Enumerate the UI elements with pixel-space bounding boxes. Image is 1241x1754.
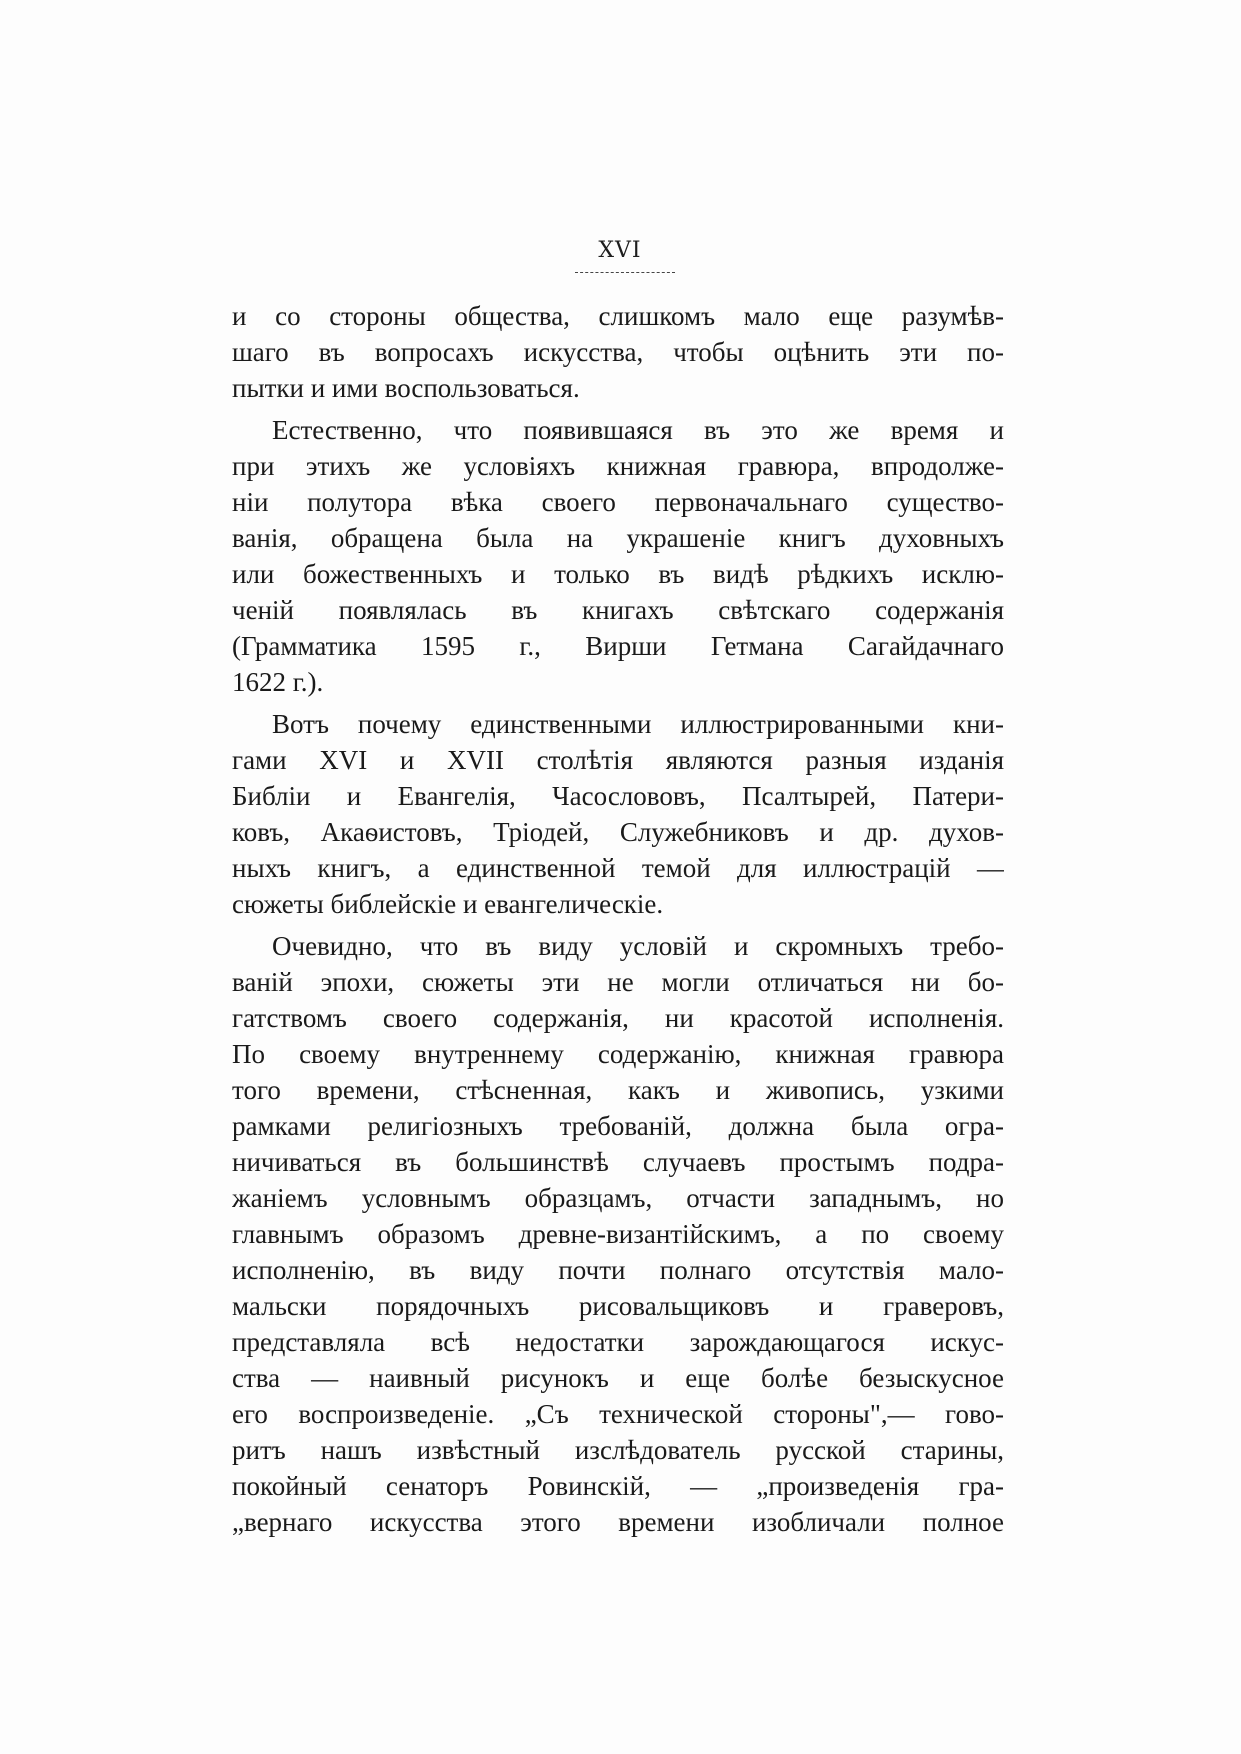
text-line: пытки и ими воспользоваться. — [232, 373, 580, 403]
text-line: того времени, стѣсненная, какъ и живопись, узкими — [232, 1075, 1004, 1105]
page-number-rule — [575, 272, 675, 273]
text-line: сюжеты библейскіе и евангелическіе. — [232, 889, 664, 919]
text-line: гами XVI и XVII столѣтія являются разныя изданія — [232, 745, 1004, 775]
text-line: Библіи и Евангелія, Часослововъ, Псалтырей, Патери- — [232, 781, 1004, 811]
paragraph — [232, 298, 1004, 406]
text-line: 1622 г.). — [232, 667, 324, 697]
text-line: ритъ нашъ извѣстный изслѣдователь русской старины, — [232, 1435, 1004, 1465]
paragraph — [232, 706, 1004, 922]
text-line: его воспроизведеніе. „Съ технической стороны",— гово- — [232, 1399, 1004, 1429]
text-line: ничиваться въ большинствѣ случаевъ простымъ подра- — [232, 1147, 1004, 1177]
text-line: или божественныхъ и только въ видѣ рѣдкихъ исклю- — [232, 559, 1004, 589]
text-line: ковъ, Акаѳистовъ, Тріодей, Служебниковъ и др. духов- — [232, 817, 1004, 847]
text-line: ніи полутора вѣка своего первоначальнаго существо- — [232, 487, 1004, 517]
text-line: ства — наивный рисунокъ и еще болѣе безыскусное — [232, 1363, 1004, 1393]
text-line: жаніемъ условнымъ образцамъ, отчасти западнымъ, но — [232, 1183, 1004, 1213]
text-line: (Грамматика 1595 г., Вирши Гетмана Сагайдачнаго — [232, 631, 1004, 661]
text-line: Очевидно, что въ виду условій и скромныхъ требо- — [272, 931, 1004, 961]
page-number: XVI — [598, 238, 642, 263]
text-line: шаго въ вопросахъ искусства, чтобы оцѣнить эти по- — [232, 337, 1004, 367]
text-line: покойный сенаторъ Ровинскій, — „произведенія гра- — [232, 1471, 1004, 1501]
text-line: и со стороны общества, слишкомъ мало еще разумѣв- — [232, 301, 1004, 331]
text-line: ченій появлялась въ книгахъ свѣтскаго содержанія — [232, 595, 1004, 625]
text-line: представляла всѣ недостатки зарождающагося искус- — [232, 1327, 1004, 1357]
text-line: исполненію, въ виду почти полнаго отсутствія мало- — [232, 1255, 1004, 1285]
body-text — [232, 298, 1004, 1540]
text-line: ваній эпохи, сюжеты эти не могли отличаться ни бо- — [232, 967, 1004, 997]
text-line: рамками религіозныхъ требованій, должна была огра- — [232, 1111, 1004, 1141]
text-line: мальски порядочныхъ рисовальщиковъ и граверовъ, — [232, 1291, 1004, 1321]
text-line: гатствомъ своего содержанія, ни красотой исполненія. — [232, 1003, 1004, 1033]
text-line: „вернаго искусства этого времени изобличали полное — [232, 1507, 1004, 1537]
text-line: По своему внутреннему содержанію, книжная гравюра — [232, 1039, 1004, 1069]
paragraph — [232, 412, 1004, 700]
paragraph — [232, 928, 1004, 1540]
text-line: Вотъ почему единственными иллюстрированными кни- — [272, 709, 1004, 739]
text-line: Естественно, что появившаяся въ это же время и — [272, 415, 1004, 445]
text-line: ныхъ книгъ, а единственной темой для иллюстрацій — — [232, 853, 1004, 883]
text-line: при этихъ же условіяхъ книжная гравюра, впродолже- — [232, 451, 1004, 481]
text-line: главнымъ образомъ древне-византійскимъ, а по своему — [232, 1219, 1004, 1249]
text-line: ванія, обращена была на украшеніе книгъ духовныхъ — [232, 523, 1004, 553]
